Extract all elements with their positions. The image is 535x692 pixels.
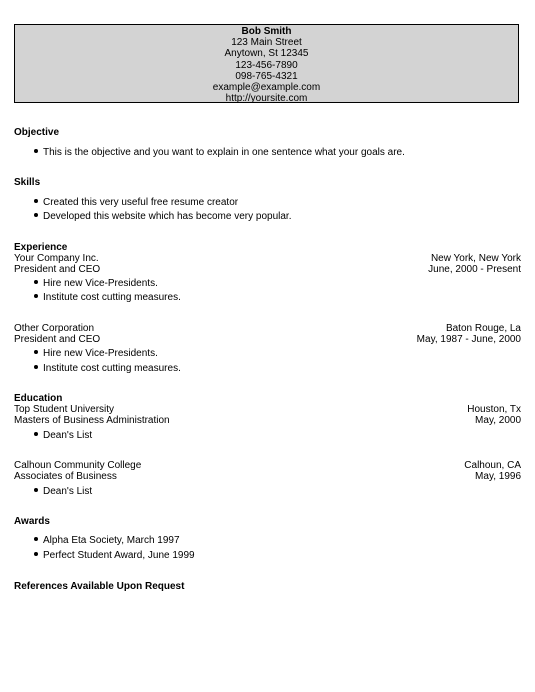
award-item: [34, 550, 195, 561]
phone-secondary: 098-765-4321: [235, 70, 298, 82]
award-item: [34, 535, 180, 546]
job-location: Baton Rouge, La: [445, 323, 521, 334]
bullet-icon: [34, 365, 38, 369]
skills-heading: Skills: [14, 177, 41, 188]
school-name: Top Student University: [14, 404, 115, 415]
school-honor-text: Dean's List: [43, 430, 93, 441]
job-position: President and CEO: [14, 334, 101, 345]
experience-heading: Experience: [14, 242, 68, 253]
school-location: Houston, Tx: [467, 404, 521, 415]
job-header-row: [14, 323, 521, 334]
school-honor-item: [34, 430, 92, 441]
school-honor-item: [34, 486, 92, 497]
website-url: http://yoursite.com: [225, 93, 308, 105]
school-date: May, 1996: [475, 471, 521, 482]
job-location: New York, New York: [430, 253, 521, 264]
skill-text: Developed this website which has become very popular.: [43, 211, 292, 222]
job-company: Other Corporation: [14, 323, 95, 334]
bullet-icon: [34, 199, 38, 203]
school-degree-row: [14, 471, 521, 482]
bullet-icon: [34, 432, 38, 436]
job-position-row: [14, 264, 521, 275]
skill-text: Created this very useful free resume creator: [43, 197, 239, 208]
award-text: Perfect Student Award, June 1999: [43, 550, 195, 561]
school-degree: Masters of Business Administration: [14, 415, 170, 426]
phone-primary: 123-456-7890: [235, 59, 298, 71]
job-duty-text: Hire new Vice-Presidents.: [43, 278, 158, 289]
bullet-icon: [34, 488, 38, 492]
school-degree-row: [14, 415, 521, 426]
awards-heading: Awards: [14, 516, 50, 527]
school-honor-text: Dean's List: [43, 486, 93, 497]
job-duty-text: Hire new Vice-Presidents.: [43, 348, 158, 359]
job-duty-item: [34, 363, 181, 374]
objective-text: This is the objective and you want to explain in one sentence what your goals are.: [43, 147, 405, 158]
job-position-row: [14, 334, 521, 345]
job-duty-text: Institute cost cutting measures.: [43, 292, 181, 303]
job-duty-item: [34, 278, 158, 289]
job-company: Your Company Inc.: [14, 253, 99, 264]
school-header-row: [14, 460, 521, 471]
bullet-icon: [34, 213, 38, 217]
contact-header: [14, 24, 519, 103]
bullet-icon: [34, 350, 38, 354]
bullet-icon: [34, 294, 38, 298]
bullet-icon: [34, 537, 38, 541]
street-address: 123 Main Street: [231, 37, 302, 49]
bullet-icon: [34, 552, 38, 556]
bullet-icon: [34, 280, 38, 284]
school-header-row: [14, 404, 521, 415]
skill-item: [34, 211, 291, 222]
job-header-row: [14, 253, 521, 264]
email-address: example@example.com: [212, 81, 321, 93]
school-name: Calhoun Community College: [14, 460, 142, 471]
skill-item: [34, 197, 238, 208]
bullet-icon: [34, 149, 38, 153]
references-heading: References Available Upon Request: [14, 581, 185, 592]
job-dates: May, 1987 - June, 2000: [416, 334, 521, 345]
objective-heading: Objective: [14, 127, 60, 138]
job-position: President and CEO: [14, 264, 101, 275]
person-name: Bob Smith: [241, 26, 292, 37]
job-dates: June, 2000 - Present: [428, 264, 521, 275]
job-duty-text: Institute cost cutting measures.: [43, 363, 181, 374]
school-degree: Associates of Business: [14, 471, 117, 482]
education-heading: Education: [14, 393, 63, 404]
job-duty-item: [34, 348, 158, 359]
award-text: Alpha Eta Society, March 1997: [43, 535, 180, 546]
city-state-zip: Anytown, St 12345: [224, 48, 309, 60]
objective-item: [34, 147, 405, 158]
job-duty-item: [34, 292, 181, 303]
school-location: Calhoun, CA: [464, 460, 521, 471]
school-date: May, 2000: [475, 415, 521, 426]
